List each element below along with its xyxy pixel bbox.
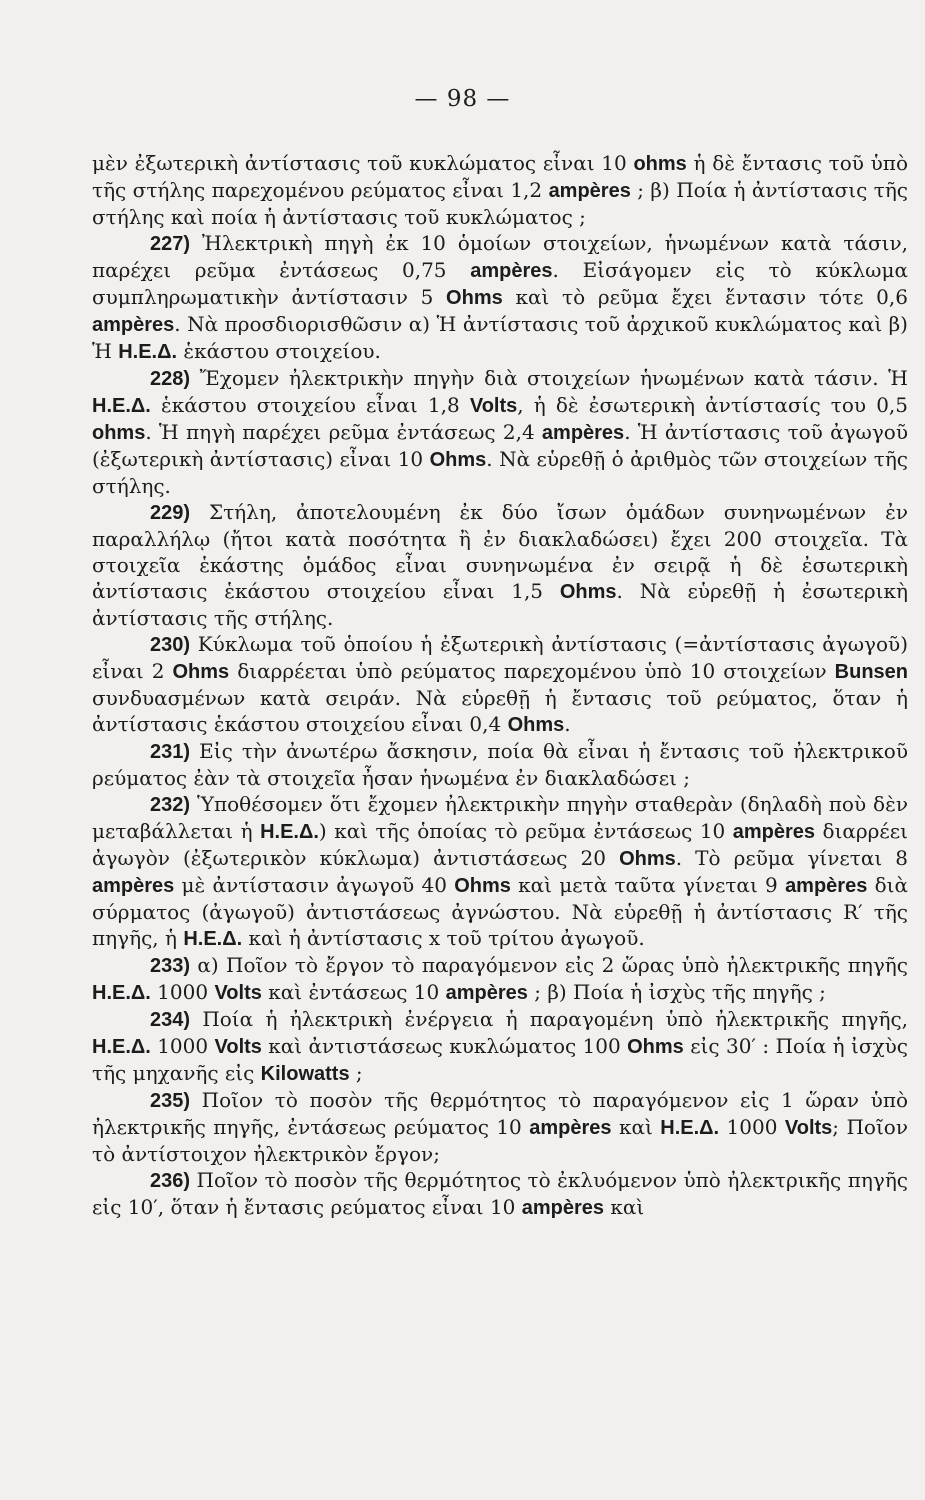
unit-term: Η.Ε.Δ. xyxy=(260,821,319,843)
unit-term: ampères xyxy=(92,314,175,336)
exercise-231 xyxy=(92,738,908,791)
exercise-number: 232) xyxy=(150,794,191,816)
unit-term: ampères xyxy=(548,180,631,202)
unit-term: Ohms xyxy=(429,449,487,471)
exercise-number: 230) xyxy=(150,634,191,656)
exercise-number: 234) xyxy=(150,1009,191,1031)
unit-term: ampères xyxy=(521,1197,605,1219)
page-number: — 98 — xyxy=(414,86,511,112)
exercise-text: Ποῖον τὸ ποσὸν τῆς θερμότητος τὸ ἐκλυόμενον ὑπὸ ἠλεκτρικῆς πηγῆς εἰς 10′, ὅταν ἡ ἔντασις ρεύματος εἶναι 10 ampères καὶ xyxy=(92,1168,908,1219)
unit-term: ampères xyxy=(529,1117,612,1139)
exercise-230 xyxy=(92,631,908,738)
unit-term: Η.Ε.Δ. xyxy=(92,982,151,1004)
unit-term: ampères xyxy=(92,875,175,897)
page-body xyxy=(92,150,908,1221)
unit-term: ampères xyxy=(732,821,816,843)
exercise-text: Στήλη, ἀποτελουμένη ἐκ δύο ἴσων ὁμάδων συνηνωμένων ἐν παραλλήλῳ (ἤτοι κατὰ ποσότητα ἢ ἐν διακλαδώσει) ἔχει 200 στοιχεῖα. Τὰ στοιχεῖα ἑκάστης ὁμάδος εἶναι συνηνωμένα ἐν σειρᾷ ἡ δὲ ἐσωτερικὴ ἀντίστασις ἑκάστου στοιχείου εἶναι 1,5 Ohms. Νὰ εὑρεθῇ ἡ ἐσωτερικὴ ἀντίστασις τῆς στήλης. xyxy=(92,500,908,630)
unit-term: ampères xyxy=(445,982,528,1004)
unit-term: Ohms xyxy=(507,714,565,736)
exercise-text: Ἠλεκτρικὴ πηγὴ ἐκ 10 ὁμοίων στοιχείων, ἡνωμένων κατὰ τάσιν, παρέχει ρεῦμα ἐντάσεως 0,75 ampères. Εἰσάγομεν εἰς τὸ κύκλωμα συμπληρωματικὴν ἀντίστασιν 5 Ohms καὶ τὸ ρεῦμα ἔχει ἔντασιν τότε 0,6 ampères. Νὰ προσδιορισθῶσιν α) Ἡ ἀντίστασις τοῦ ἀρχικοῦ κυκλώματος καὶ β) Ἡ Η.Ε.Δ. ἑκάστου στοιχείου. xyxy=(92,231,908,363)
unit-term: Ohms xyxy=(446,287,503,309)
exercise-227 xyxy=(92,230,908,365)
unit-term: Volts xyxy=(214,982,262,1004)
exercise-236 xyxy=(92,1167,908,1221)
unit-term: ampères xyxy=(785,875,868,897)
exercise-number: 231) xyxy=(150,741,191,763)
unit-term: Η.Ε.Δ. xyxy=(92,395,151,417)
unit-term: Volts xyxy=(214,1036,262,1058)
exercise-235 xyxy=(92,1087,908,1167)
unit-term: Ohms xyxy=(559,581,617,603)
exercise-234 xyxy=(92,1006,908,1087)
exercise-text: Ὑποθέσομεν ὅτι ἔχομεν ἠλεκτρικὴν πηγὴν σταθερὰν (δηλαδὴ ποὺ δὲν μεταβάλλεται ἡ Η.Ε.Δ.) καὶ τῆς ὁποίας τὸ ρεῦμα ἐντάσεως 10 ampères διαρρέει ἀγωγὸν (ἐξωτερικὸν κύκλωμα) ἀντιστάσεως 20 Ohms. Τὸ ρεῦμα γίνεται 8 ampères μὲ ἀντίστασιν ἀγωγοῦ 40 Ohms καὶ μετὰ ταῦτα γίνεται 9 ampères διὰ σύρματος (ἀγωγοῦ) ἀντιστάσεως ἀγνώστου. Νὰ εὑρεθῇ ἡ ἀντίστασις R′ τῆς πηγῆς, ἡ Η.Ε.Δ. καὶ ἡ ἀντίστασις x τοῦ τρίτου ἀγωγοῦ. xyxy=(92,792,909,950)
paragraph-text: μὲν ἐξωτερικὴ ἀντίστασις τοῦ κυκλώματος εἶναι 10 ohms ἡ δὲ ἔντασις τοῦ ὑπὸ τῆς στήλης παρεχομένου ρεύματος εἶναι 1,2 ampères ; β) Ποία ἡ ἀντίστασις τῆς στήλης καὶ ποία ἡ ἀντίστασις τοῦ κυκλώματος ; xyxy=(92,151,909,229)
exercise-text: Ἔχομεν ἠλεκτρικὴν πηγὴν διὰ στοιχείων ἡνωμένων κατὰ τάσιν. Ἡ Η.Ε.Δ. ἑκάστου στοιχείου εἶναι 1,8 Volts, ἡ δὲ ἐσωτερικὴ ἀντίστασίς του 0,5 ohms. Ἡ πηγὴ παρέχει ρεῦμα ἐντάσεως 2,4 ampères. Ἡ ἀντίστασις τοῦ ἀγωγοῦ (ἐξωτερικὴ ἀντίστασις) εἶναι 10 Ohms. Νὰ εὑρεθῇ ὁ ἀριθμὸς τῶν στοιχείων τῆς στήλης. xyxy=(92,366,909,498)
exercise-232 xyxy=(92,791,908,952)
exercise-text: Κύκλωμα τοῦ ὁποίου ἡ ἐξωτερικὴ ἀντίστασις (=ἀντίστασις ἀγωγοῦ) εἶναι 2 Ohms διαρρέεται ὑπὸ ρεύματος παρεχομένου ὑπὸ 10 στοιχείων Bunsen συνδυασμένων κατὰ σειράν. Νὰ εὑρεθῇ ἡ ἔντασις τοῦ ρεύματος, ὅταν ἡ ἀντίστασις ἑκάστου στοιχείου εἶναι 0,4 Ohms. xyxy=(92,632,908,736)
unit-term: Η.Ε.Δ. xyxy=(92,1036,151,1058)
paragraph-continued xyxy=(92,150,908,230)
unit-term: Ohms xyxy=(627,1036,684,1058)
exercise-text: Ποία ἡ ἠλεκτρικὴ ἐνέργεια ἡ παραγομένη ὑπὸ ἠλεκτρικῆς πηγῆς, Η.Ε.Δ. 1000 Volts καὶ ἀντιστάσεως κυκλώματος 100 Ohms εἰς 30′ : Ποία ἡ ἰσχὺς τῆς μηχανῆς εἰς Kilowatts ; xyxy=(92,1007,909,1085)
exercise-text: Ποῖον τὸ ποσὸν τῆς θερμότητος τὸ παραγόμενον εἰς 1 ὥραν ὑπὸ ἠλεκτρικῆς πηγῆς, ἐντάσεως ρεύματος 10 ampères καὶ Η.Ε.Δ. 1000 Volts; Ποῖον τὸ ἀντίστοιχον ἠλεκτρικὸν ἔργον; xyxy=(92,1088,909,1166)
exercise-233 xyxy=(92,952,908,1006)
exercise-number: 229) xyxy=(150,502,191,524)
exercise-text: Εἰς τὴν ἀνωτέρω ἄσκησιν, ποία θὰ εἶναι ἡ ἔντασις τοῦ ἠλεκτρικοῦ ρεύματος ἐὰν τὰ στοιχεῖα ἦσαν ἡνωμένα ἐν διακλαδώσει ; xyxy=(92,739,908,790)
unit-term: ohms xyxy=(633,153,687,175)
unit-term: Ohms xyxy=(454,875,511,897)
exercise-number: 228) xyxy=(150,368,191,390)
exercise-229 xyxy=(92,499,908,631)
unit-term: ohms xyxy=(92,422,146,444)
unit-term: ampères xyxy=(470,260,553,282)
exercise-228 xyxy=(92,365,908,499)
unit-term: Volts xyxy=(784,1117,833,1139)
exercise-number: 235) xyxy=(150,1090,191,1112)
unit-term: Η.Ε.Δ. xyxy=(118,341,178,363)
exercise-number: 236) xyxy=(150,1170,191,1192)
unit-term: Volts xyxy=(469,395,518,417)
exercise-number: 233) xyxy=(150,955,191,977)
unit-term: Η.Ε.Δ. xyxy=(183,928,243,950)
exercise-text: α) Ποῖον τὸ ἔργον τὸ παραγόμενον εἰς 2 ὥρας ὑπὸ ἠλεκτρικῆς πηγῆς Η.Ε.Δ. 1000 Volts καὶ ἐντάσεως 10 ampères ; β) Ποία ἡ ἰσχὺς τῆς πηγῆς ; xyxy=(92,953,908,1004)
unit-term: Kilowatts xyxy=(260,1063,350,1085)
unit-term: Ohms xyxy=(619,848,676,870)
unit-term: Η.Ε.Δ. xyxy=(660,1117,720,1139)
unit-term: Bunsen xyxy=(834,661,908,683)
exercise-number: 227) xyxy=(150,233,191,255)
unit-term: Ohms xyxy=(172,661,230,683)
unit-term: ampères xyxy=(541,422,625,444)
